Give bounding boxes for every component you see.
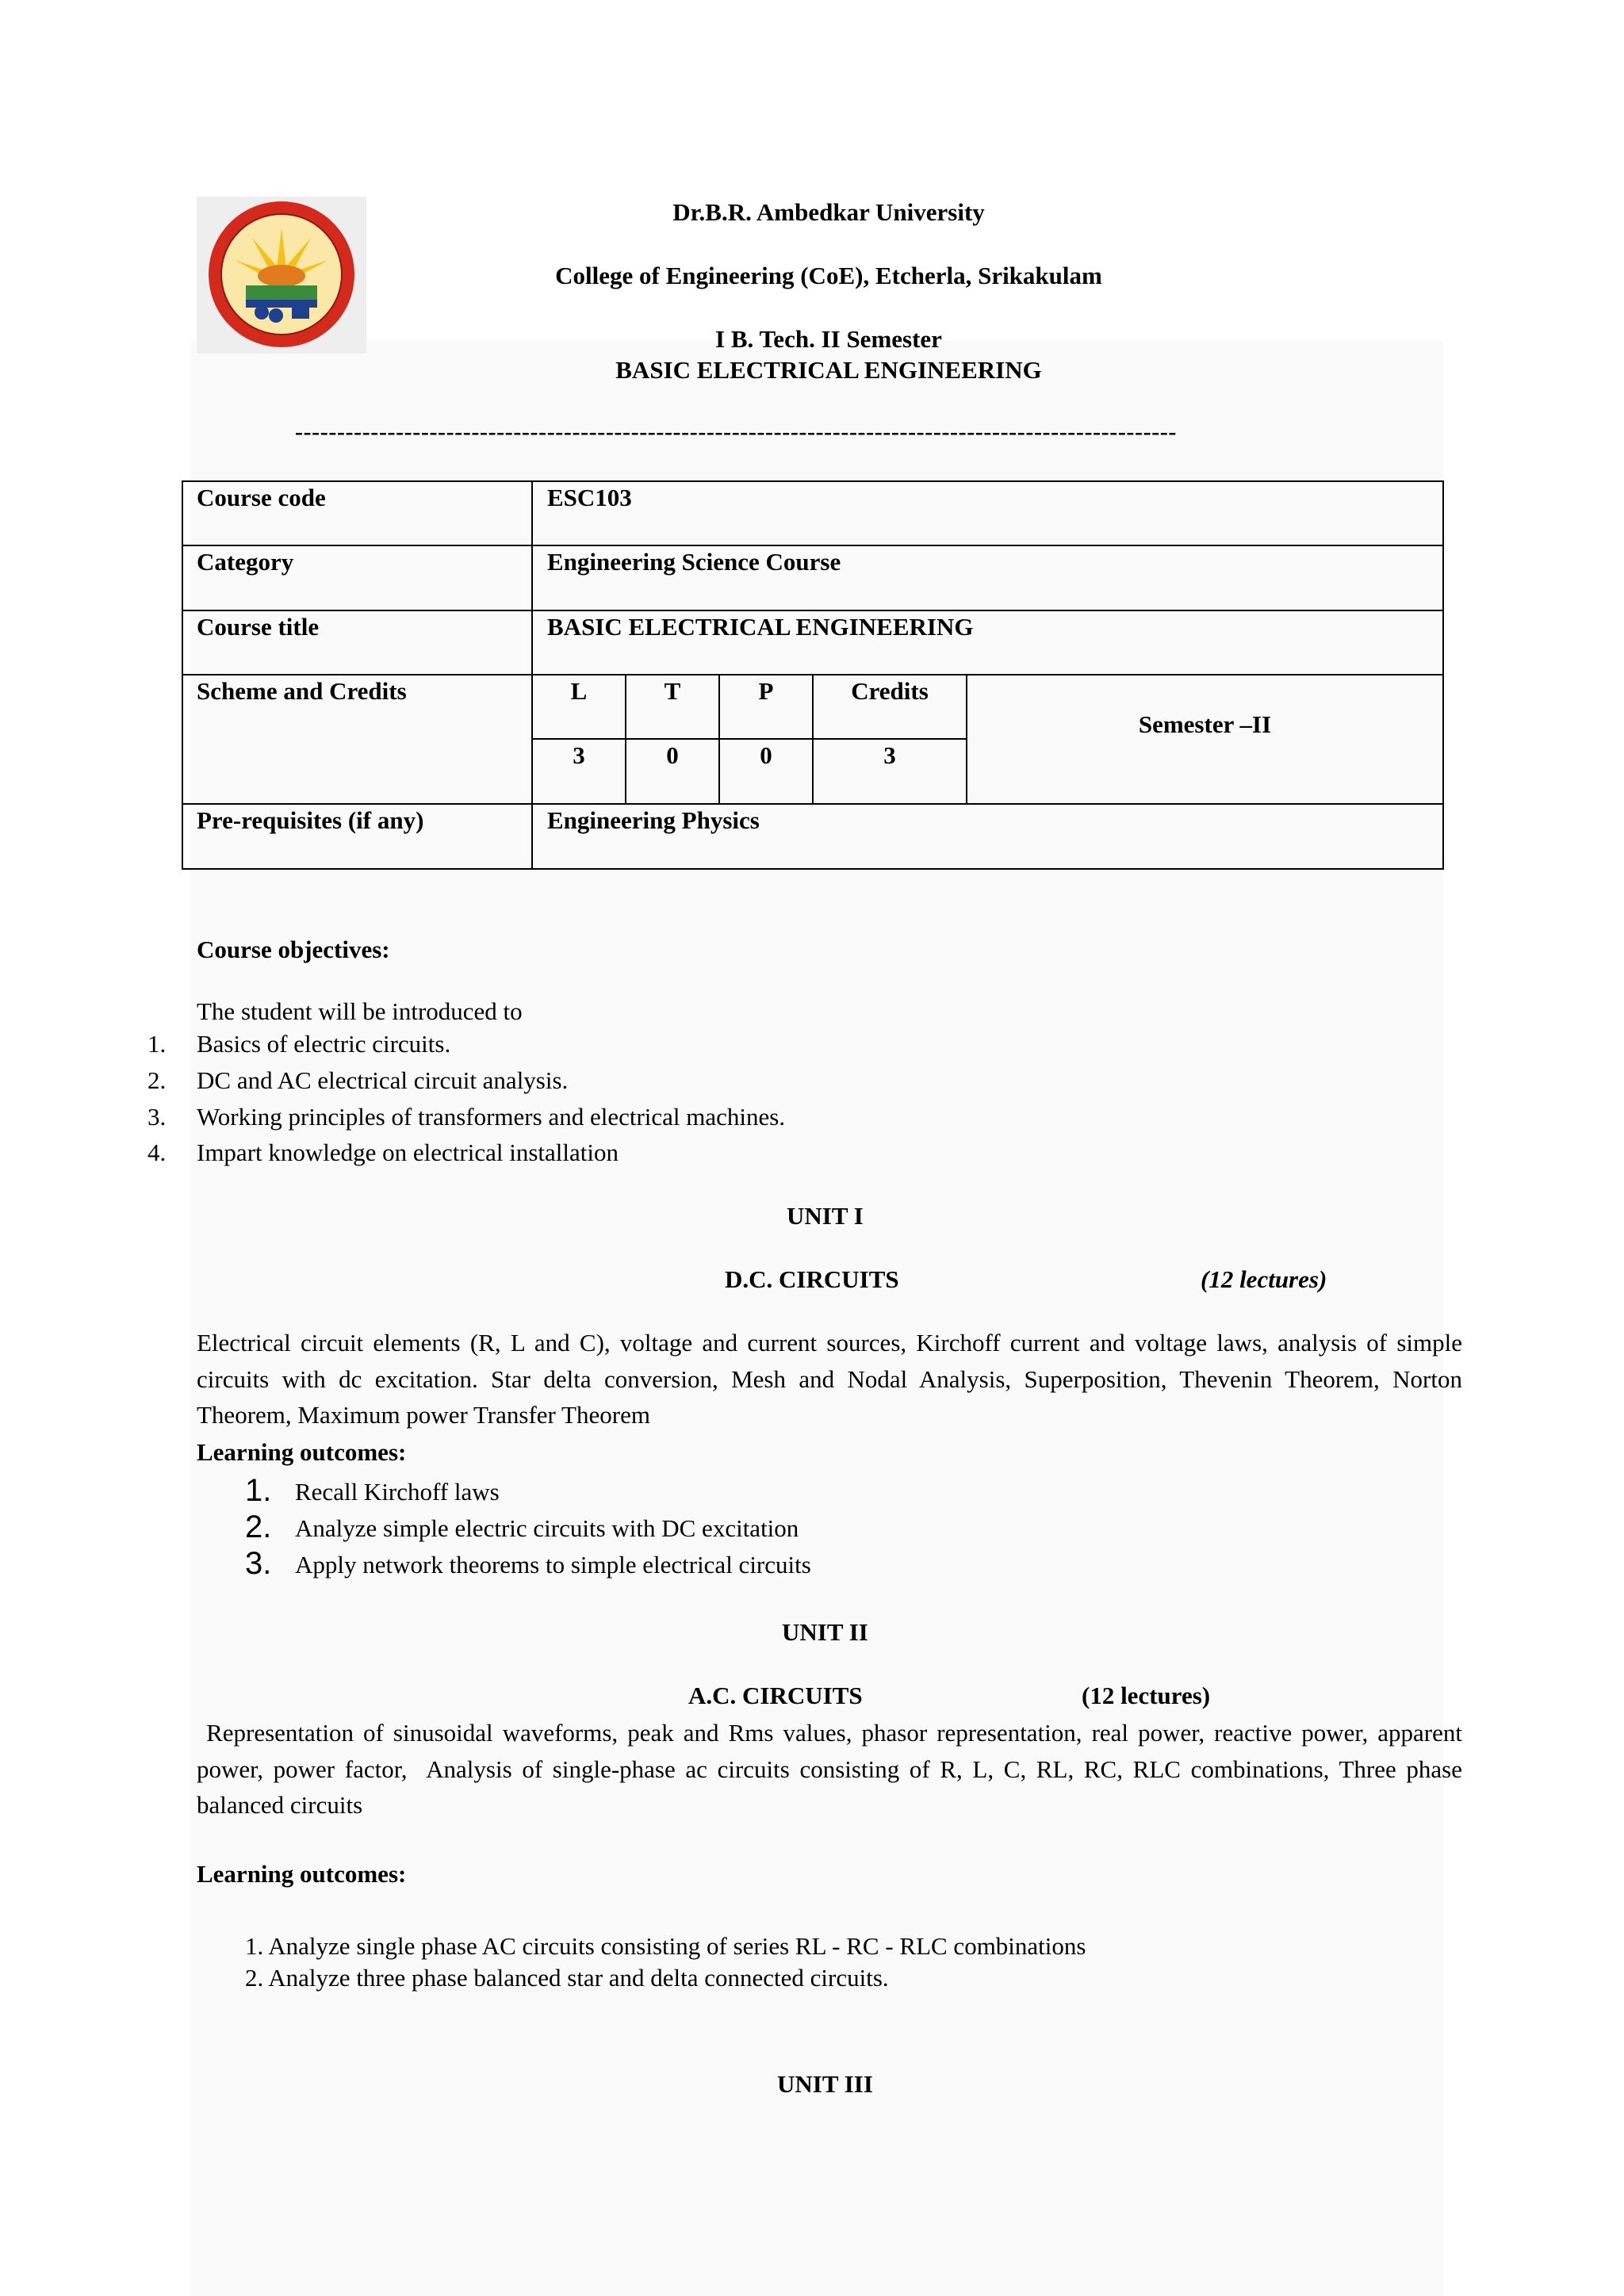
outcome-item: Recall Kirchoff laws bbox=[295, 1478, 500, 1506]
university-name: Dr.B.R. Ambedkar University bbox=[672, 198, 985, 226]
scheme-value-t: 0 bbox=[666, 741, 679, 769]
unit2-content: Representation of sinusoidal waveforms, peak and Rms values, phasor representation, real power, reactive power, apparent power, power factor, Analysis of single-phase ac circuits consisting of R, L, C, RL, RC, RLC combinations, Three phase balanced circuits bbox=[197, 1719, 1469, 1819]
objective-number: 1. bbox=[147, 1030, 167, 1058]
unit1-outcomes-heading: Learning outcomes: bbox=[197, 1438, 407, 1466]
outcome-item: Analyze simple electric circuits with DC excitation bbox=[295, 1514, 799, 1542]
prereq-value: Engineering Physics bbox=[547, 806, 760, 834]
outcome-item: 1. Analyze single phase AC circuits consisting of series RL - RC - RLC combinations bbox=[245, 1932, 1086, 1960]
semester-title: I B. Tech. II Semester bbox=[715, 325, 942, 353]
unit2-outcomes-heading: Learning outcomes: bbox=[197, 1860, 407, 1888]
objective-number: 4. bbox=[147, 1138, 167, 1166]
course-code-value: ESC103 bbox=[547, 484, 632, 511]
scheme-value-credits: 3 bbox=[883, 741, 896, 769]
scheme-header-l: L bbox=[570, 677, 588, 705]
unit1-lectures: (12 lectures) bbox=[1201, 1265, 1327, 1293]
objective-item: Working principles of transformers and electrical machines. bbox=[197, 1103, 786, 1131]
unit1-title: UNIT I bbox=[787, 1202, 864, 1230]
university-seal-icon bbox=[197, 197, 366, 354]
outcome-number: 1. bbox=[245, 1473, 272, 1508]
scheme-value-l: 3 bbox=[573, 741, 585, 769]
unit2-title: UNIT II bbox=[782, 1618, 868, 1646]
course-table bbox=[182, 480, 1444, 870]
course-title-value: BASIC ELECTRICAL ENGINEERING bbox=[547, 613, 974, 641]
category-label: Category bbox=[197, 548, 294, 576]
objective-number: 3. bbox=[147, 1103, 167, 1131]
scheme-label: Scheme and Credits bbox=[197, 677, 407, 705]
objectives-intro: The student will be introduced to bbox=[197, 997, 523, 1025]
course-title-label: Course title bbox=[197, 613, 320, 641]
scheme-header-credits: Credits bbox=[851, 677, 929, 705]
unit2-lectures: (12 lectures) bbox=[1082, 1682, 1211, 1709]
college-name: College of Engineering (CoE), Etcherla, Srikakulam bbox=[555, 262, 1102, 289]
scheme-header-t: T bbox=[664, 677, 681, 705]
scheme-value-p: 0 bbox=[760, 741, 772, 769]
outcome-item: Apply network theorems to simple electrical circuits bbox=[295, 1551, 811, 1578]
objective-item: Basics of electric circuits. bbox=[197, 1030, 451, 1058]
subject-title: BASIC ELECTRICAL ENGINEERING bbox=[615, 356, 1042, 384]
header-divider: --------------------------------------------------------------------------------------------------------- bbox=[295, 419, 1177, 445]
prereq-label: Pre-requisites (if any) bbox=[197, 806, 424, 834]
unit2-topic: A.C. CIRCUITS bbox=[688, 1682, 863, 1709]
objective-item: Impart knowledge on electrical installation bbox=[197, 1138, 619, 1166]
unit3-title: UNIT III bbox=[777, 2070, 873, 2098]
outcome-number: 2. bbox=[245, 1510, 272, 1544]
outcome-item: 2. Analyze three phase balanced star and delta connected circuits. bbox=[245, 1964, 889, 1992]
unit1-content: Electrical circuit elements (R, L and C), voltage and current sources, Kirchoff current and voltage laws, analysis of simple circuits with dc excitation. Star delta conversion, Mesh and Nodal Analysis, Superposition, Thevenin Theorem, Norton Theorem, Maximum power Transfer Theorem bbox=[197, 1329, 1462, 1429]
objective-item: DC and AC electrical circuit analysis. bbox=[197, 1066, 569, 1094]
outcome-number: 3. bbox=[245, 1546, 272, 1581]
university-logo bbox=[197, 197, 366, 354]
category-value: Engineering Science Course bbox=[547, 548, 841, 576]
objective-number: 2. bbox=[147, 1066, 167, 1094]
course-code-label: Course code bbox=[197, 484, 326, 511]
objectives-heading: Course objectives: bbox=[197, 936, 390, 963]
unit1-topic: D.C. CIRCUITS bbox=[725, 1265, 899, 1293]
semester-cell: Semester –II bbox=[1138, 710, 1272, 738]
scheme-header-p: P bbox=[758, 677, 774, 705]
